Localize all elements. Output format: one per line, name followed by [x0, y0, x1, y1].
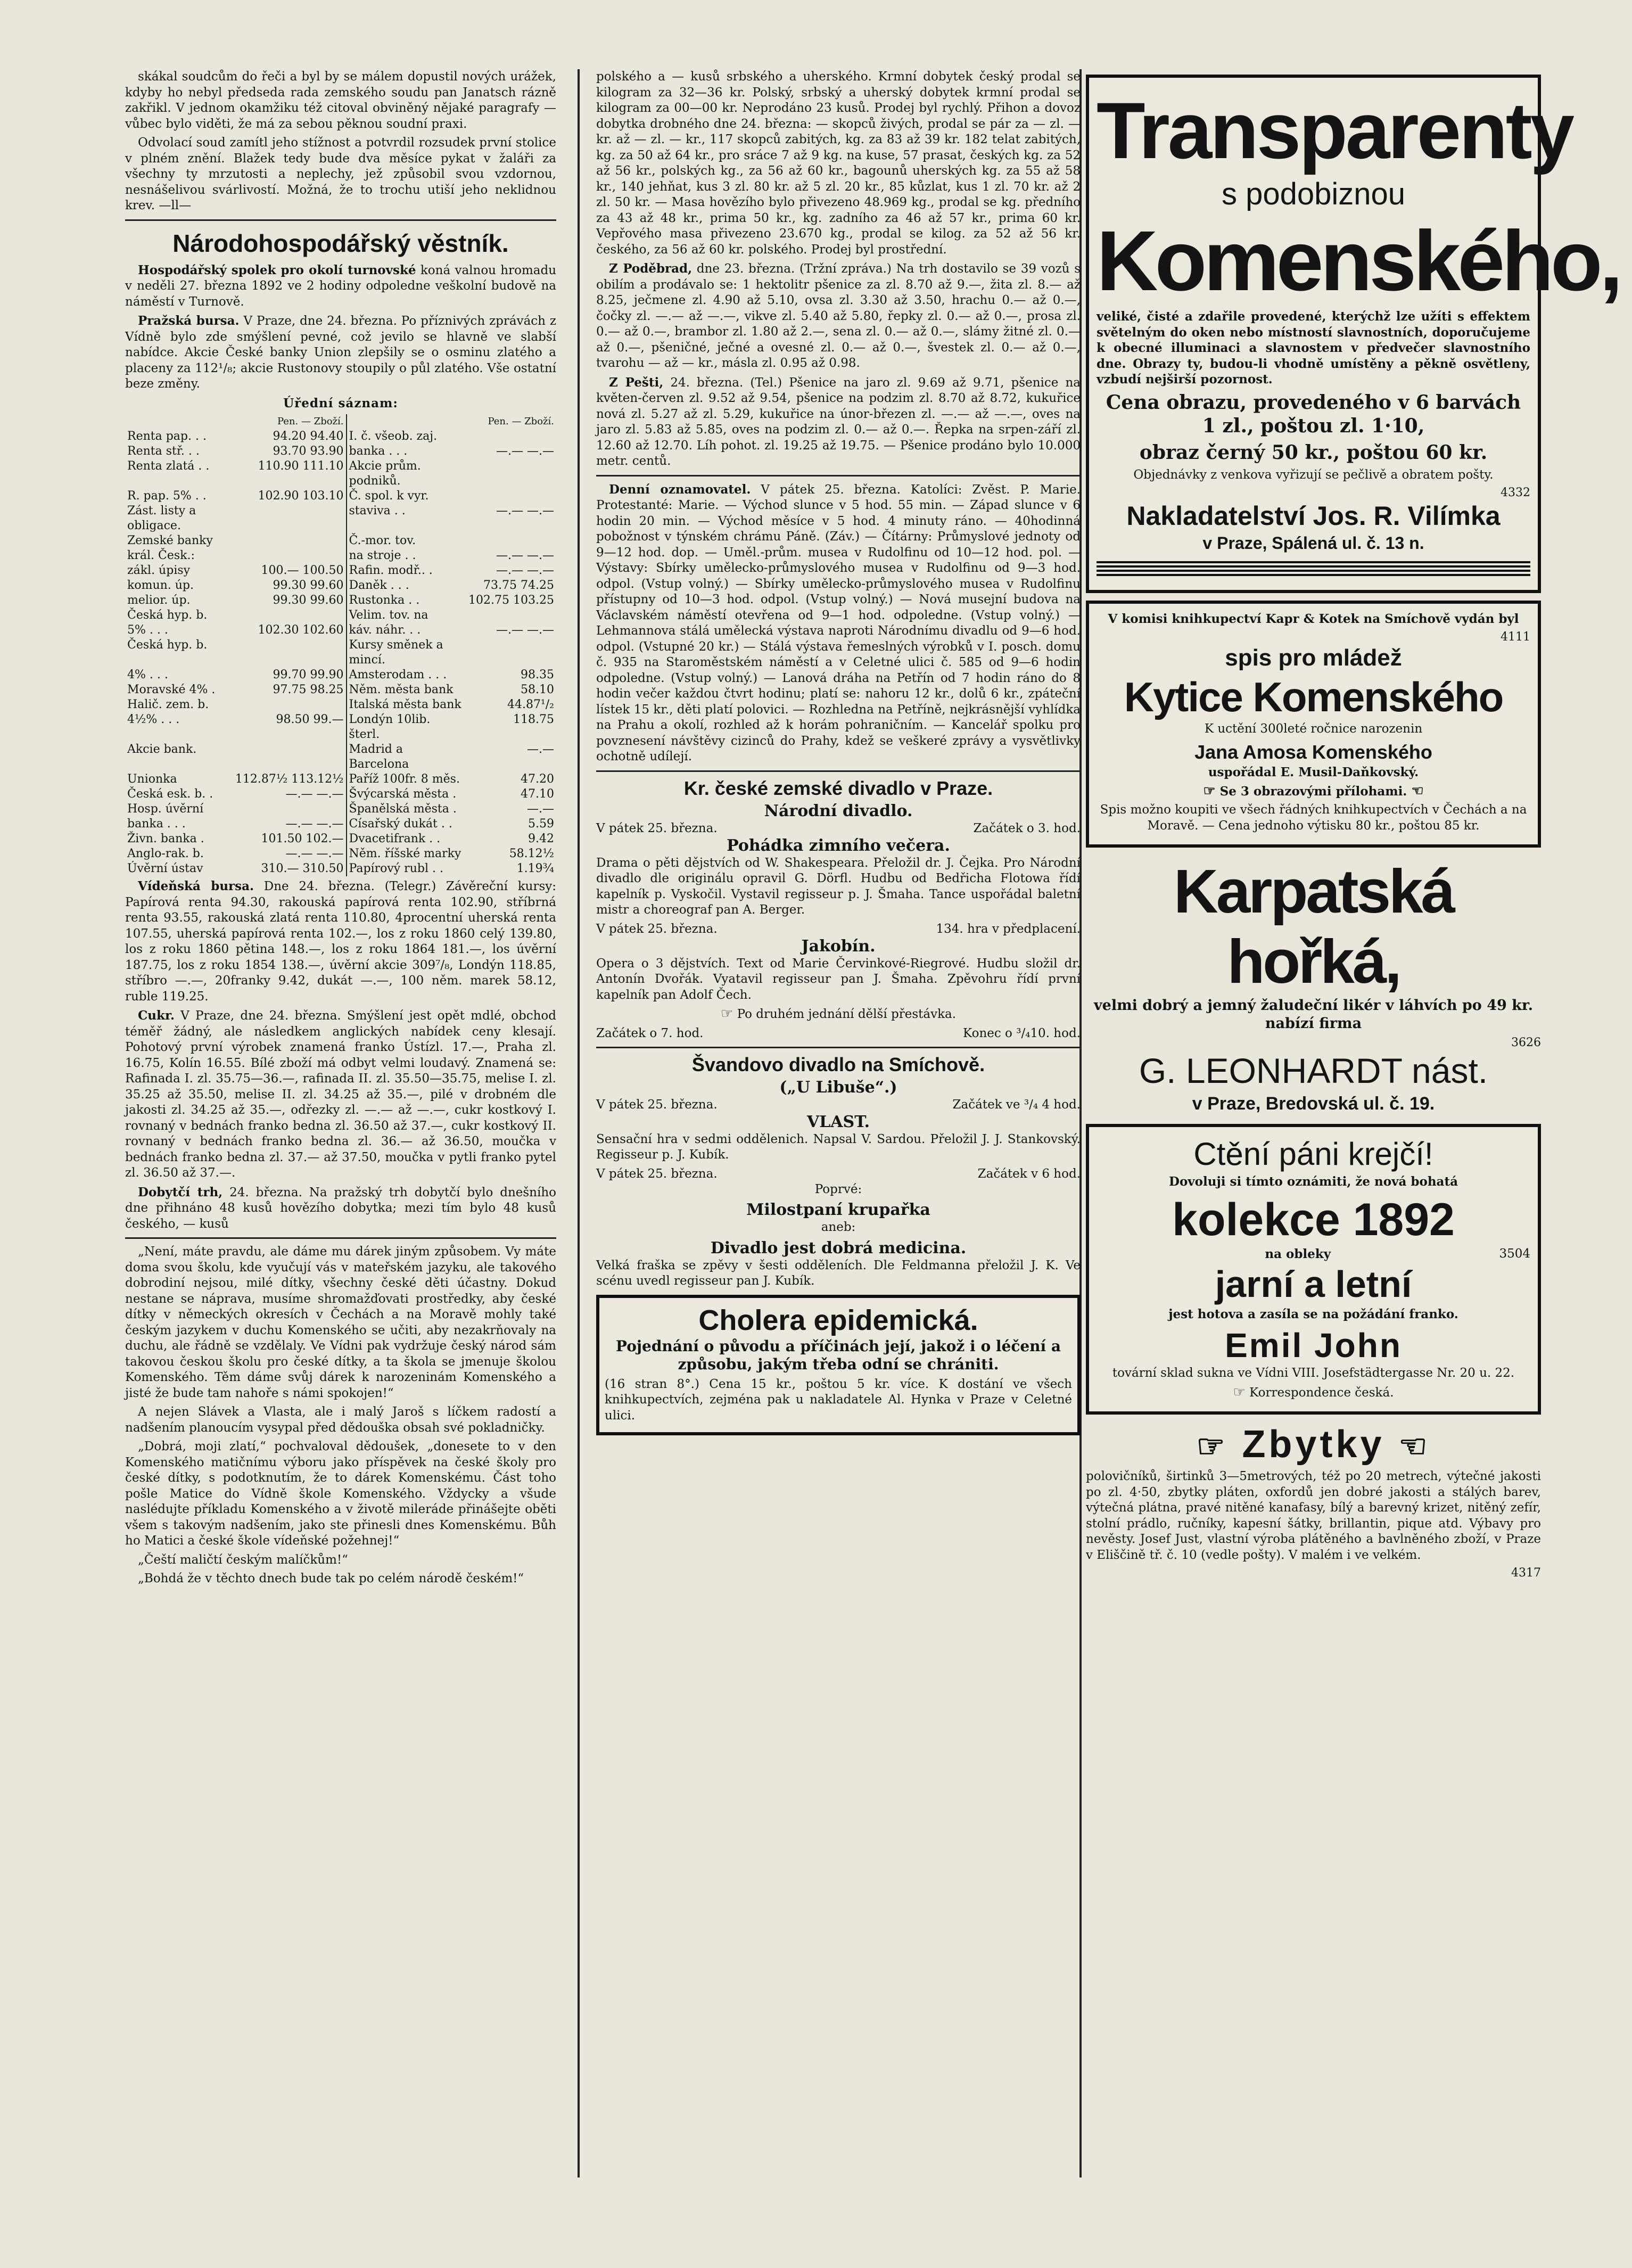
cukr-paragraph	[125, 1008, 556, 1181]
t2-date: V pátek 25. března.	[596, 1097, 718, 1112]
t1b-text: Opera o 3 dějstvích. Text od Marie Červinkové-Riegrové. Hudbu složil dr. Antonín Dvořák. Vyatavil regisseur pan J. Šmaha. Zpěvohru řídí první kapelník pan Adolf Čech.	[596, 956, 1081, 1002]
exchange-cell	[233, 802, 347, 817]
exchange-header-cell	[125, 414, 233, 429]
exchange-cell	[233, 533, 347, 548]
exchange-cell: Renta pap. . .	[127, 430, 207, 443]
column-1	[125, 69, 556, 2177]
exchange-cell: 93.70 93.90	[233, 444, 347, 459]
exchange-cell: 5% . . .	[127, 623, 168, 637]
theatre-national-title: Kr. české zemské divadlo v Praze.	[683, 777, 993, 799]
exchange-cell	[233, 548, 347, 563]
t1b-date: V pátek 25. března.	[596, 922, 718, 936]
exchange-cell: Renta zlatá . .	[127, 459, 210, 473]
vienna-text: Dne 24. března. (Telegr.) Závěreční kursy: Papírová renta 94.30, rakouská papírová renta 102.90, stříbrná renta 93.55, rakouská zlatá renta 110.80, 4procentní uherská renta 107.55, uherská papírová renta 102.—, los z roku 1860 celý 139.80, los z roku 1860 pětina 148.—, los z roku 1864 181.—, los úvěrní 187.75, los z roku 1854 138.—, úvěrní akcie 309⁷/₈, Londýn 118.85, stříbro —.—, 20franky 9.42, dukát —.—, 100 něm. marek 58.12, ruble 119.25.	[125, 880, 557, 1004]
exchange-cell	[466, 638, 556, 668]
exchange-cell: Renta stř. . .	[127, 445, 200, 458]
t2b-first: Poprvé:	[814, 1182, 862, 1196]
exchange-cell: 47.20	[521, 773, 554, 786]
ad3-title: Karpatská hořká,	[1174, 857, 1453, 996]
exchange-cell: 99.70 99.90	[233, 668, 347, 683]
t2b-date: V pátek 25. března.	[596, 1166, 718, 1181]
ad4-corr-line	[1097, 1385, 1530, 1401]
ad4-big: kolekce 1892	[1172, 1194, 1455, 1245]
exchange-cell: Daněk . . .	[349, 579, 409, 592]
ad4-text1: Dovoluji si tímto oznámiti, že nová bohatá	[1169, 1174, 1458, 1189]
exchange-cell: Madrid a Barcelona	[349, 743, 409, 771]
exchange-cell: komun. úp.	[127, 579, 194, 592]
t2b-row	[596, 1166, 1081, 1182]
exchange-row	[125, 444, 556, 459]
ad3-firm: G. LEONHARDT nást.	[1139, 1051, 1488, 1090]
exchange-cell: Česká esk. b. .	[127, 787, 213, 801]
ad5-num: 4317	[1511, 1566, 1541, 1580]
ad1-price1: Cena obrazu, provedeného v 6 barvách 1 zl., poštou zl. 1·10,	[1106, 391, 1521, 437]
ad2-num: 4111	[1501, 630, 1530, 644]
exchange-row	[125, 504, 556, 533]
exchange-cell: —.— —.—	[233, 787, 347, 802]
pest-text: 24. března. (Tel.) Pšenice na jaro zl. 9.69 až 9.71, pšenice na květen-červen zl. 9.52 až 9.54, pšenice na podzim zl. 8.70 až 8.72, kukuřice nová zl. 5.27 až zl. 5.29, kukuřice na únor-březen zl. —.— až —.—, oves na jaro zl. 5.83 až 5.85, oves na podzim zl. 0.— až 0.—. Řepka na srpen-září zl. 12.60 až 12.70. Líh pohot. zl. 19.25 až 19.75. — Pšenice prodáno bylo 10.000 metr. centů.	[596, 375, 1081, 468]
ad4-season: jarní a letní	[1215, 1263, 1412, 1305]
dobytek-text: 24. března. Na pražský trh dobytčí bylo dnešního dne přihnáno 48 kusů hovězího dobytka; mezi tím bylo 48 kusů českého, — kusů	[125, 1185, 557, 1231]
exchange-cell: 4½% . . .	[127, 713, 180, 726]
ad5-title: Zbytky	[1242, 1423, 1385, 1466]
theatre-national-row	[596, 821, 1081, 836]
exchange-row	[125, 787, 556, 802]
exchange-row	[125, 817, 556, 832]
t1-play: Pohádka zimního večera.	[727, 836, 950, 855]
t2b-or: aneb:	[821, 1220, 856, 1234]
t2b-play: Milostpaní krupařka	[746, 1201, 930, 1219]
decorative-stripe	[1097, 560, 1530, 576]
intro-paragraph-1: skákal soudcům do řeči a byl by se málem dopustil nových urážek, kdyby ho nebyl předseda rada zemského soudu pan Janatsch rázně zakřikl. V jednom okamžiku též citoval obviněný nějaké paragrafy — vůbec bylo viděti, že má za sebou pěknou soudní praxi.	[125, 70, 556, 131]
spolek-paragraph	[125, 262, 556, 310]
exchange-row	[125, 429, 556, 444]
exchange-cell: staviva . .	[349, 504, 406, 517]
burza-head: Pražská bursa.	[138, 314, 240, 328]
exchange-cell	[466, 459, 556, 489]
exchange-cell: —.— —.—	[496, 549, 554, 562]
exchange-cell: 94.20 94.40	[233, 429, 347, 444]
exchange-cell: Anglo-rak. b.	[127, 847, 204, 860]
exchange-row	[125, 548, 556, 563]
theatre-national-sub: Národní divadlo.	[764, 801, 913, 820]
exchange-cell: 97.75 98.25	[233, 683, 347, 697]
exchange-cell: 101.50 102.—	[233, 832, 347, 847]
exchange-cell: Londýn 10lib. šterl.	[349, 713, 431, 741]
exchange-row	[125, 533, 556, 548]
exchange-row	[125, 563, 556, 578]
cukr-text: V Praze, dne 24. března. Smýšlení jest opět mdlé, obchod téměř žádný, ale následkem anglických nabídek ceny klesají. Pohotový první výrobek znamená franko Ústízl. 17.—, Praha zl. 16.75, Kolín 16.55. Bílé zboží má odbyt velmi loudavý. Znamená se: Rafinada I. zl. 35.75—36.—, rafinada II. zl. 35.50—35.75, melise I. zl. 35.25 až 35.50, melise II. zl. 34.25 až 35.—, pilé v drobném dle jakosti zl. 34.25 až 35.—, odřezky zl. —.— až —.—, cukr kostkový I. rovnaný v bednách franko bedna zl. 36.50 až 37.—, cukr kostkový II. rovnaný v bednách franko bedna zl. 36.— až 36.50, moučka v bednách franko bedna zl. 37.— až 37.50, moučka v pytli franko pytel zl. 36.50 až 37.—.	[125, 1009, 557, 1180]
exchange-cell: Zemské banky	[127, 534, 213, 547]
exchange-cell: káv. náhr. . .	[349, 623, 421, 637]
ad4-firm: Emil John	[1225, 1326, 1402, 1365]
exchange-cell: 73.75 74.25	[483, 579, 554, 592]
exchange-cell: Švýcarská města .	[349, 787, 457, 801]
pointing-hand-icon: ☜	[1411, 783, 1424, 799]
intro-paragraph-2: Odvolací soud zamítl jeho stížnost a potvrdil rozsudek první stolice v plném znění. Blažek tedy bude dva měsíce pykat v žaláři za všechny ty mrzutosti a neplechy, jež způsobil svou vzdornou, nesnášelivou svárlivostí. Možná, že to trochu utiší jeho neklidnou krev. —ll—	[125, 136, 556, 212]
exchange-row	[125, 712, 556, 742]
ad2-spis: spis pro mládež	[1225, 644, 1402, 671]
exchange-cell: melior. úp.	[127, 594, 191, 607]
ad2-title: Kytice Komenského	[1124, 673, 1503, 720]
exchange-cell: Kursy směnek a mincí.	[349, 638, 443, 667]
exchange-cell: 99.30 99.60	[233, 593, 347, 608]
story-paragraph-4: „Čeští maličtí českým malíčkům!“	[138, 1552, 348, 1567]
exchange-row	[125, 593, 556, 608]
exchange-row	[125, 847, 556, 861]
ad1-pub: Nakladatelství Jos. R. Vilímka	[1126, 501, 1501, 531]
exchange-cell: Císařský dukát . .	[349, 817, 452, 831]
t1b-end: Konec o ³/₄10. hod.	[963, 1026, 1081, 1040]
exchange-row	[125, 459, 556, 489]
dobytek-head: Dobytčí trh,	[138, 1185, 223, 1199]
exchange-cell: 118.75	[513, 713, 554, 726]
exchange-cell: Rafin. modř.. .	[349, 564, 433, 577]
exchange-row	[125, 668, 556, 683]
exchange-cell: Něm. říšské marky	[349, 847, 461, 860]
exchange-cell: Moravské 4% .	[127, 683, 216, 696]
exchange-cell: 99.30 99.60	[233, 578, 347, 593]
divider	[596, 1047, 1081, 1048]
exchange-cell: —.— —.—	[496, 623, 554, 637]
exchange-cell: 98.50 99.—	[233, 712, 347, 742]
ad1-text: veliké, čisté a zdařile provedené, kterýchž lze užíti s effektem světelným do oken nebo místností slavnostních, doporučujeme k obecné illuminaci a slavnostem v předvečer slavnostního dne. Obrazy ty, budou-li vhodně umístěny a pěkně osvětleny, vzbudí nejširší pozornost.	[1097, 309, 1530, 387]
exchange-cell: —.— —.—	[233, 817, 347, 832]
t2-start: Začátek ve ³/₄ 4 hod.	[952, 1097, 1081, 1112]
exchange-cell: Italská města bank	[349, 698, 461, 711]
ad1-num: 4332	[1501, 486, 1530, 499]
story-paragraph-1: „Není, máte pravdu, ale dáme mu dárek jiným způsobem. Vy máte doma svou školu, kde vyučují vás v mateřském jazyku, ale takového dobrodiní nejsou, milé dítky, všechny české děti účastny. Dokud nestane se náprava, musíme shromažďovati prostředky, aby české dítky v německých okresích v Čechách a na Moravě mohly také českým jazykem v duchu Komenského se učiti, aby nezakrňovaly na duchu, ale řádně se vzdělaly. Ve Vídni pak vydržuje český národ sám takovou českou školu pro české dítky, a ta škola se jmenuje školou Komenského. Těm dáme svůj dárek k narozeninám Komenského a jisté že bude tam nahoře s námi spokojen!“	[125, 1245, 556, 1400]
exchange-cell: 310.— 310.50	[233, 861, 347, 876]
exchange-cell: Něm. města bank	[349, 683, 454, 696]
exchange-cell: 100.— 100.50	[233, 563, 347, 578]
divider	[596, 770, 1081, 772]
exchange-header-cell: Pen. — Zboží.	[233, 414, 347, 429]
ad-cholera	[596, 1295, 1081, 1436]
t2-row	[596, 1097, 1081, 1113]
exchange-cell: zákl. úpisy	[127, 564, 191, 577]
pointing-hand-icon: ☞	[1196, 1428, 1229, 1464]
exchange-row	[125, 623, 556, 638]
t1b-note2-line	[596, 1006, 1081, 1023]
exchange-row	[125, 802, 556, 817]
exchange-cell: Akcie bank.	[127, 743, 197, 756]
exchange-cell: Hosp. úvěrní	[127, 802, 204, 816]
exchange-row	[125, 608, 556, 623]
exchange-cell	[233, 742, 347, 772]
t1-date: V pátek 25. března.	[596, 821, 718, 835]
column-rule-left	[578, 69, 580, 2177]
exchange-cell	[466, 533, 556, 548]
column-2	[596, 69, 1081, 2177]
ad-krejci	[1086, 1124, 1541, 1415]
exchange-cell: 58.10	[521, 683, 554, 696]
t2b-start: Začátek v 6 hod.	[977, 1166, 1081, 1181]
t1b-times	[596, 1026, 1081, 1041]
ad-karpatska	[1086, 856, 1541, 1115]
sazn-title: Úřední sáznam:	[283, 396, 398, 410]
pointing-hand-icon: ☞	[720, 1006, 733, 1022]
denni-head: Denní oznamovatel.	[609, 482, 751, 497]
pointing-hand-icon: ☜	[1398, 1428, 1431, 1464]
ad4-row	[1097, 1246, 1530, 1262]
divider	[125, 219, 556, 221]
theatre-svanda-sub: („U Libuše“.)	[779, 1078, 897, 1097]
story-paragraph-5: „Bohdá že v těchto dnech bude tak po celém národě českém!“	[138, 1572, 524, 1585]
exchange-row	[125, 697, 556, 712]
ad4-text2: na obleky	[1265, 1246, 1331, 1261]
ad4-addr: tovární sklad sukna ve Vídni VIII. Josefstädtergasse Nr. 20 u. 22.	[1112, 1366, 1515, 1380]
cholera-sub: Pojednání o původu a příčinách její, jakož i o léčení a způsobu, jakým třeba odní se chrániti.	[615, 1337, 1061, 1373]
story-paragraph-3: „Dobrá, moji zlatí,“ pochvaloval dědoušek, „donesete to v den Komenského matičnímu výboru jako příspěvek na české školy pro české dítky, s podotknutím, že to dárek Komenskému. Část toho pošle Matice do Vídně škole Komenského. Vždycky a všude naslédujte příkladu Komenského a v životě mileráde přinášejte oběti všem s takovým nadšením, jako ste přinesli dnes Komenskému. Bůh ho Matici a české škole vídeňské požehnej!“	[125, 1440, 556, 1548]
t1b-play: Jakobín.	[801, 936, 876, 956]
pest-paragraph	[596, 375, 1081, 470]
exchange-cell: Velim. tov. na	[349, 609, 428, 622]
pointing-hand-icon: ☞	[1203, 783, 1216, 799]
exchange-row	[125, 832, 556, 847]
pest-head: Z Pešti,	[609, 375, 664, 390]
exchange-cell: 58.12½	[509, 847, 554, 860]
exchange-cell: Č.-mor. tov.	[349, 534, 416, 547]
spolek-text: koná valnou hromadu v neděli 27. března 1892 ve 2 hodiny odpoledne veškolní budově na náměstí v Turnově.	[125, 263, 557, 309]
exchange-cell	[233, 697, 347, 712]
exchange-cell: Dvacetifrank . .	[349, 832, 441, 845]
exchange-row	[125, 772, 556, 787]
ad2-text3: uspořádal E. Musil-Daňkovský.	[1208, 765, 1419, 779]
exchange-cell: banka . . .	[349, 445, 408, 458]
denni-text: V pátek 25. března. Katolíci: Zvěst. P. Marie. Protestanté: Marie. — Východ slunce v 5 hod. 55 min. — Západ slunce v 6 hodin 20 min. — Východ měsíce v 5 hod. 4 minuty ráno. — 40hodinná pobožnost v týnském chrámu Páně. (Záv.) — Čítárny: Průmyslové jednoty od 9—12 hod. dop. — Uměl.-prům. musea v Rudolfinu od 10—12 hod. pol. — Výstavy: Sbírky umělecko-průmyslového musea v Rudolfinu od 9—3 hod. odpol. (Vstup volný.) — Sbírky umělecko-průmyslového musea v Rudolfinu přístupny od 10—3 hod. odpol. (Vstup volný.) — Nová musejní budova na Václavském náměstí otevřena od 9—1 hod. odpoledne. (Vstup volný.) — Lehmannova stálá umělecká výstava naproti Národnímu divadlu od 9—6 hod. odpol. (Vstupné 20 kr.) — Stálá výstava řemeslných výrobků v I. posch. domu č. 935 na Staroměstském náměstí a v Celetné ulici č. 585 od 9—6 hodin odpoledne. (Vstup volný.) — Lanová dráha na Petřín od 7 hodin ráno do 8 hodin večer každou čtvrt hodinu; platí se: nahoru 12 kr., dolů 6 kr., zpáteční lístek 15 kr., děti platí polovici. — Rozhledna na Petříně, nejkrásnější vyhlídka na Prahu a okolí, rozhled až k horám pohraničním. — Kancelář spolku pro povznesení návštěvy cizinců do Prahy, kdež se veškeré zprávy a vysvětlivky ochotně udílejí.	[596, 482, 1081, 763]
ad4-num: 3504	[1499, 1246, 1530, 1261]
exchange-cell: Paříž 100fr. 8 měs.	[349, 773, 460, 786]
ad2-text4-line	[1097, 784, 1530, 800]
vienna-paragraph	[125, 878, 556, 1005]
t2b-text: Velká fraška se zpěvy v šesti odděleních. Dle Feldmanna přeložil J. K. Ve scénu uvedl regisseur pan J. Kubík.	[596, 1258, 1081, 1288]
exchange-cell: I. č. všeob. zaj.	[349, 430, 438, 443]
exchange-cell: Halič. zem. b.	[127, 698, 209, 711]
theatre-national	[596, 777, 1081, 1041]
exchange-header-cell	[347, 414, 467, 429]
t1b-note2: Po druhém jednání dělší přestávka.	[737, 1007, 957, 1021]
exchange-cell: 47.10	[521, 787, 554, 801]
exchange-table	[125, 414, 556, 876]
exchange-row	[125, 861, 556, 876]
ad1-addr: v Praze, Spálená ul. č. 13 n.	[1202, 533, 1424, 553]
ad1-name: Komenského,	[1097, 213, 1620, 308]
cukr-head: Cukr.	[138, 1008, 175, 1023]
exchange-cell	[233, 638, 347, 668]
exchange-header-cell: Pen. — Zboží.	[488, 416, 554, 427]
t1b-start: Začátek o 7. hod.	[596, 1026, 704, 1040]
exchange-row	[125, 683, 556, 697]
podebrad-text: dne 23. března. (Tržní zpráva.) Na trh dostavilo se 39 vozů s obilím a prodávalo se: 1 hektolitr pšenice za zl. 8.70 až 9.—, žita zl. 8.— až 8.25, ječmene zl. 4.90 až 5.10, ovsa zl. 3.30 až 3.50, hrachu 0.— až 0.—, čočky zl. —.— až —.—, vikve zl. 5.40 až 5.80, řepky zl. 0.— až 0.—, prosa zl. 0.— až 0.—, brambor zl. 1.80 až 2.—, sena zl. 0.— až 0.—, slámy žitné zl. 0.— až 0.—, pšeničné, ječné a ovesné zl. 0.— až 0.—, švestek zl. 0.— až 0.—, tvarohu — až — kr., másla zl. 0.95 až 0.98.	[596, 262, 1081, 370]
divider	[125, 1237, 556, 1239]
exchange-cell: —.— —.—	[496, 564, 554, 577]
ad4-corr: Korrespondence česká.	[1249, 1385, 1394, 1400]
exchange-row	[125, 489, 556, 504]
exchange-cell: Česká hyp. b.	[127, 609, 208, 622]
exchange-cell: 102.75 103.25	[468, 594, 554, 607]
ad1-mid: s podobiznou	[1221, 177, 1406, 211]
exchange-cell: 98.35	[521, 668, 554, 681]
ad-kytice	[1086, 601, 1541, 848]
cholera-text: (16 stran 8°.) Cena 15 kr., poštou 5 kr. více. K dostání ve všech knihkupectvích, zejména pak u nakladatele Al. Hynka v Praze v Celetné ulici.	[605, 1377, 1072, 1423]
exchange-cell: 9.42	[528, 832, 554, 845]
exchange-row	[125, 578, 556, 593]
exchange-table-header	[125, 414, 556, 429]
t1b-row	[596, 922, 1081, 937]
theatre-svanda	[596, 1054, 1081, 1289]
podebrad-head: Z Poděbrad,	[609, 261, 693, 276]
exchange-cell: banka . . .	[127, 817, 186, 831]
exchange-cell	[466, 608, 556, 623]
exchange-cell	[466, 429, 556, 444]
ad2-name: Jana Amosa Komenského	[1194, 741, 1432, 763]
ad5-title-line	[1086, 1422, 1541, 1469]
ad2-text2: K uctění 300leté ročnice narozenin	[1204, 721, 1423, 736]
ad2-text1: V komisi knihkupectví Kapr & Kotek na Smíchově vydán byl	[1108, 612, 1519, 626]
ad1-order: Objednávky z venkova vyřizují se pečlivě a obratem pošty.	[1133, 467, 1494, 482]
ad3-addr: v Praze, Bredovská ul. č. 19.	[1192, 1094, 1435, 1114]
t2-play: VLAST.	[806, 1112, 870, 1131]
exchange-cell: na stroje . .	[349, 549, 416, 562]
divider	[596, 475, 1081, 476]
exchange-cell: 102.90 103.10	[233, 489, 347, 504]
exchange-cell: —.—	[527, 743, 554, 756]
exchange-cell: král. Česk.:	[127, 549, 195, 562]
exchange-cell: R. pap. 5% . .	[127, 489, 207, 503]
cholera-title: Cholera epidemická.	[698, 1304, 978, 1336]
ad1-price2: obraz černý 50 kr., poštou 60 kr.	[1139, 441, 1488, 464]
column-3	[1086, 69, 1620, 2177]
exchange-cell: Úvěrní ústav	[127, 862, 203, 875]
ad4-text3: jest hotova a zasíla se na požádání franko.	[1168, 1306, 1458, 1321]
exchange-cell: Česká hyp. b.	[127, 638, 208, 652]
pointing-hand-icon: ☞	[1233, 1384, 1246, 1400]
t1-start: Začátek o 3. hod.	[973, 821, 1081, 835]
exchange-cell: 4% . . .	[127, 668, 168, 681]
denni-paragraph	[596, 482, 1081, 765]
ad5-text: polovičníků, širtinků 3—5metrových, též po 20 metrech, výtečné jakosti po zl. 4·50, zbytky pláten, oxfordů jen dobré jakosti a stálých barev, výtečná plátna, pravé nitěné kanafasy, bílý a barevný krizet, nitěný zefír, stolní prádlo, ručníky, kapesní šátky, brillantin, pique atd. Výbavy pro nevěsty. Josef Just, vlastní výroba plátěného a bavlněného zboží, v Praze v Eliščině tř. č. 10 (vedle pošty). V malém i ve velkém.	[1086, 1469, 1541, 1562]
exchange-cell: 1.19¾	[516, 862, 554, 875]
t1-text: Drama o pěti dějstvích od W. Shakespeara. Přeložil dr. J. Čejka. Pro Národní divadlo dle originálu opravil G. Dörfl. Hudbu od Bedřicha Flotowa řídí kapelník p. Vyskočil. Vystavil regisseur p. J. Šmaha. Tance uspořádal baletní mistr a choreograf pan A. Berger.	[596, 856, 1081, 917]
exchange-row	[125, 638, 556, 668]
exchange-cell: 44.87¹/₂	[507, 698, 554, 711]
exchange-cell: Živn. banka .	[127, 832, 204, 845]
ad3-num: 3626	[1511, 1036, 1541, 1049]
burza-text: V Praze, dne 24. března. Po příznivých zprávách z Vídně bylo zde smýšlení pevné, což jevilo se hlavně ve slabší nabídce. Akcie České banky Union zlepšily se o osminu zlatého a placeny za 112¹/₈; akcie Rustonovy stoupily o půl zlatého. Vše ostatní beze změny.	[125, 314, 557, 391]
exchange-cell: —.— —.—	[496, 504, 554, 517]
section-title: Národohospodářský věstník.	[172, 229, 509, 257]
exchange-cell: —.—	[527, 802, 554, 816]
exchange-cell: Akcie prům. podniků.	[349, 459, 421, 488]
exchange-cell: Zást. listy a obligace.	[127, 504, 196, 532]
exchange-cell: Papírový rubl . .	[349, 862, 443, 875]
exchange-cell: 102.30 102.60	[233, 623, 347, 638]
ad2-text5: Spis možno koupiti ve všech řádných knihkupectvích v Čechách a na Moravě. — Cena jednoho výtisku 80 kr., poštou 85 kr.	[1100, 803, 1527, 833]
exchange-cell	[233, 608, 347, 623]
dobytek-paragraph	[125, 1185, 556, 1232]
exchange-cell: —.— —.—	[233, 847, 347, 861]
exchange-cell: Amsterodam . . .	[349, 668, 447, 681]
exchange-cell: Č. spol. k vyr.	[349, 489, 429, 503]
ad2-text4: Se 3 obrazovými přílohami.	[1219, 784, 1407, 799]
vienna-head: Vídeňská bursa.	[138, 879, 254, 893]
spolek-head: Hospodářský spolek pro okolí turnovské	[138, 262, 416, 277]
exchange-cell	[466, 489, 556, 504]
ad-transparenty	[1086, 75, 1620, 593]
exchange-cell: 110.90 111.10	[233, 459, 347, 489]
ad3-text: velmi dobrý a jemný žaludeční likér v láhvích po 49 kr. nabízí firma	[1093, 997, 1534, 1032]
exchange-cell: 112.87½ 113.12½	[233, 772, 347, 787]
exchange-cell: Španělská města .	[349, 802, 457, 816]
exchange-cell: Unionka	[127, 773, 177, 786]
exchange-cell: 5.59	[528, 817, 554, 831]
ad4-title: Ctění páni krejčí!	[1193, 1136, 1433, 1172]
ad1-title: Transparenty	[1097, 86, 1573, 175]
exchange-cell	[233, 504, 347, 533]
exchange-cell: Rustonka . .	[349, 594, 420, 607]
t2-text: Sensační hra v sedmi oddělenich. Napsal V. Sardou. Přeložil J. J. Stankovský. Regisseur p. J. Kubík.	[596, 1132, 1081, 1162]
ad-zbytky	[1086, 1422, 1541, 1580]
exchange-row	[125, 742, 556, 772]
story-paragraph-2: A nejen Slávek a Vlasta, ale i malý Jaroš s líčkem radostí a nadšením planoucím vysypal před dědouška obsah své pokladničky.	[125, 1405, 556, 1435]
theatre-svanda-title: Švandovo divadlo na Smíchově.	[691, 1053, 985, 1075]
t2b-play2: Divadlo jest dobrá medicina.	[710, 1238, 967, 1258]
burza-paragraph	[125, 313, 556, 392]
podebrad-paragraph	[596, 261, 1081, 372]
exchange-cell: —.— —.—	[496, 445, 554, 458]
market-paragraph: polského a — kusů srbského a uherského. Krmní dobytek český prodal se kilogram za 32—36 kr. Polský, srbský a uherský dobytek krmní prodal se kilogram za 00—00 kr. Neprodáno 23 kusů. Prodej byl rychlý. Přihon a dovoz dobytka drobného dne 24. března: — skopců živých, prodal se pár za — zl. — kr. až — zl. — kr., 117 skopců zabitých, kg. za 83 až 39 kr. 182 telat zabitých, kg. za 50 až 64 kr., pro sráce 7 až 9 kg. na kuse, 57 prasat, českých kg. za 52 až 56 kr., polských kg., za 56 až 60 kr., bagounů uherských kg. za 55 až 58 kr., 140 jehňat, kus 3 zl. 80 kr. až 5 zl. 20 kr., 85 kůzlat, kus 1 zl. 70 kr. až 2 zl. 50 kr. — Masa hovězího bylo přivezeno 48.969 kg., prodal se kg. předního za 43 až 48 kr., prima 50 kr., kg. zadního za 46 až 57 kr., prima 60 kr. Vepřového masa přivezeno 23.670 kg., prodal se kilog. za 52 až 56 kr. českého, za 56 až 60 kr. polského. Prodej byl prostřední.	[596, 70, 1081, 257]
t1b-note: 134. hra v předplacení.	[936, 922, 1081, 936]
